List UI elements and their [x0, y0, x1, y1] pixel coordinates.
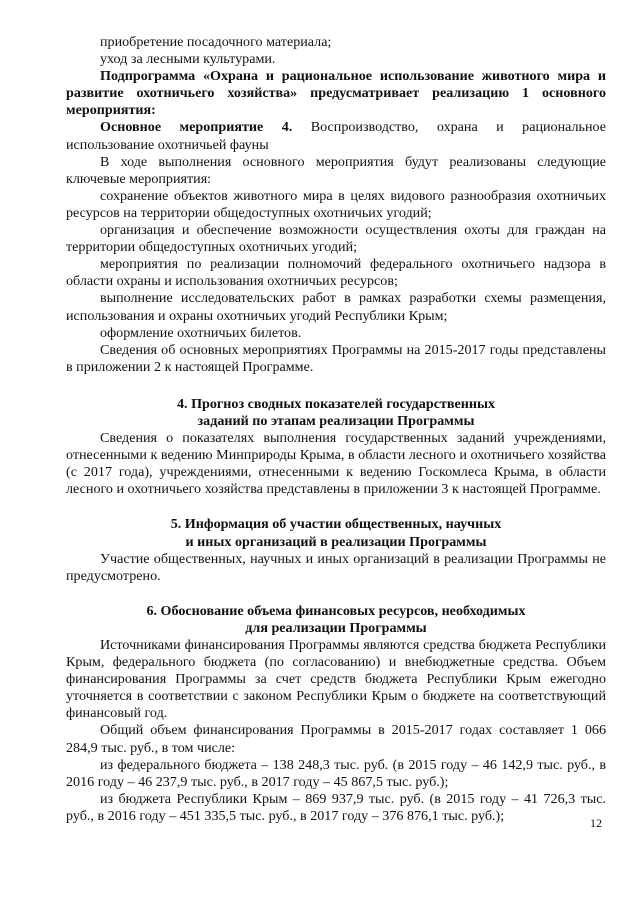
list-item: мероприятия по реализации полномочий федерального охотничьего надзора в области охраны и использования охотничьих ресурсов; [66, 256, 606, 290]
subprogram-paragraph: Подпрограмма «Охрана и рациональное использование животного мира и развитие охотничьего хозяйства» предусматривает реализацию 1 основного мероприятия: [66, 68, 606, 119]
section-4-heading [66, 396, 606, 430]
list-item: приобретение посадочного материала; [100, 34, 332, 50]
section-6-heading [66, 603, 606, 637]
section-5-heading [66, 516, 606, 550]
page-number: 12 [590, 816, 602, 830]
section-4-paragraph: Сведения о показателях выполнения государственных заданий учреждениями, отнесенными к ведению Минприроды Крыма, в области лесного и охотничьего хозяйства (с 2017 года), учреждениями, отнесенными к ведению Госкомлеса Крыма, в области лесного и охотничьего хозяйства представлены в приложении 3 к настоящей Программе. [66, 430, 606, 498]
document-page [66, 34, 606, 825]
section-6-paragraph: Общий объем финансирования Программы в 2015-2017 годах составляет 1 066 284,9 тыс. руб., в том числе: [66, 722, 606, 756]
heading-line: 5. Информация об участии общественных, научных [170, 516, 502, 533]
heading-line: для реализации Программы [245, 619, 427, 636]
intro-paragraph: В ходе выполнения основного мероприятия будут реализованы следующие ключевые мероприятия: [66, 153, 606, 187]
section-6-paragraph: из бюджета Республики Крым – 869 937,9 тыс. руб. (в 2015 году – 41 726,3 тыс. руб., в 2016 году – 451 335,5 тыс. руб., в 2017 году – 376 876,1 тыс. руб.); [66, 790, 606, 824]
summary-paragraph: Сведения об основных мероприятиях Программы на 2015-2017 годы представлены в приложении 2 к настоящей Программе. [66, 341, 606, 375]
list-item: уход за лесными культурами. [100, 51, 276, 68]
list-item: сохранение объектов животного мира в целях видового разнообразия охотничьих ресурсов на территории общедоступных охотничьих угодий; [66, 187, 606, 221]
list-item: выполнение исследовательских работ в рамках разработки схемы размещения, использования и охраны охотничьих угодий Республики Крым; [66, 290, 606, 324]
heading-line: 4. Прогноз сводных показателей государственных [176, 395, 496, 412]
section-6-paragraph: Источниками финансирования Программы являются средства бюджета Республики Крым, федерального бюджета (по согласованию) и внебюджетные средства. Объем финансирования Программы за счет средств бюджета Республики Крым ежегодно уточняется в соответствии с законом Республики Крым о бюджете на соответствующий финансовый год. [66, 637, 606, 722]
heading-line: заданий по этапам реализации Программы [197, 412, 475, 429]
heading-line: 6. Обоснование объема финансовых ресурсов, необходимых [146, 602, 526, 619]
section-6-paragraph: из федерального бюджета – 138 248,3 тыс. руб. (в 2015 году – 46 142,9 тыс. руб., в 2016 году – 46 237,9 тыс. руб., в 2017 году – 45 867,5 тыс. руб.); [66, 756, 606, 790]
list-item: организация и обеспечение возможности осуществления охоты для граждан на территории общедоступных охотничьих угодий; [66, 222, 606, 256]
measure-paragraph [66, 119, 606, 153]
section-5-paragraph: Участие общественных, научных и иных организаций в реализации Программы не предусмотрено. [66, 550, 606, 584]
list-item: оформление охотничьих билетов. [100, 324, 302, 341]
measure-label: Основное мероприятие 4. [100, 119, 293, 136]
measure-text: Воспроизводство, охрана и рациональное использование охотничьей фауны [66, 119, 606, 153]
heading-line: и иных организаций в реализации Программы [185, 533, 487, 550]
